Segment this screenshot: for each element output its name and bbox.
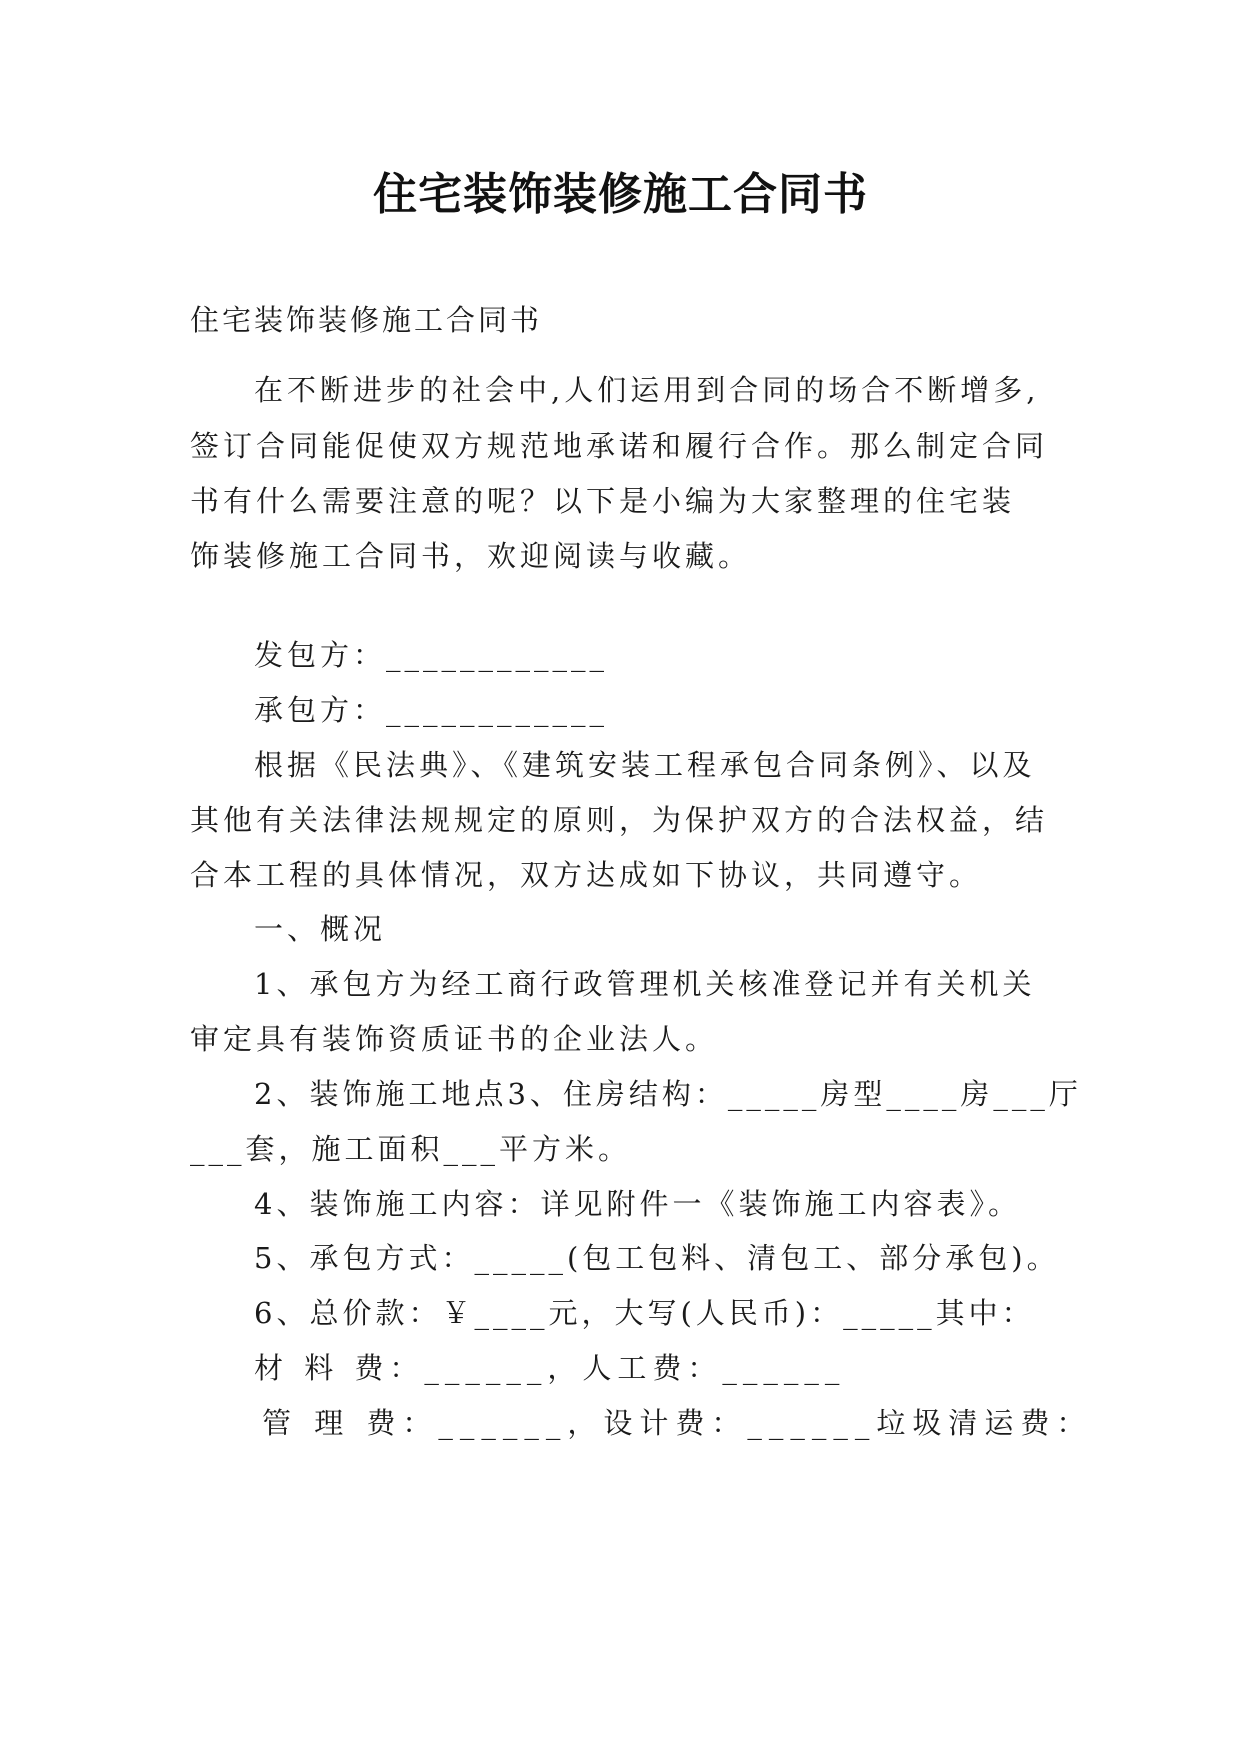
clause-5: 5、承包方式：_____(包工包料、清包工、部分承包)。 xyxy=(254,1241,1060,1275)
clause-1-line-1: 1、承包方为经工商行政管理机关核准登记并有关机关 xyxy=(254,967,1036,1001)
page-title: 住宅装饰装修施工合同书 xyxy=(373,169,868,220)
fee-line-1: 材 料 费：______，人工费：______ xyxy=(254,1351,846,1385)
clause-2-line-1: 2、装饰施工地点3、住房结构：_____房型____房___厅 xyxy=(254,1077,1082,1111)
basis-line-2: 其他有关法律法规规定的原则，为保护双方的合法权益，结 xyxy=(190,803,1049,837)
clause-4: 4、装饰施工内容：详见附件一《装饰施工内容表》。 xyxy=(254,1187,1021,1221)
clause-2-line-2: ___套，施工面积___平方米。 xyxy=(190,1132,632,1166)
fee-line-2: 管 理 费：______，设计费：______垃圾清运费： xyxy=(262,1406,1093,1440)
party-b-field: 承包方：____________ xyxy=(254,693,609,727)
intro-line-4: 饰装修施工合同书，欢迎阅读与收藏。 xyxy=(190,539,752,573)
intro-line-1: 在不断进步的社会中,人们运用到合同的场合不断增多, xyxy=(254,373,1040,407)
clause-6: 6、总价款：￥____元，大写(人民币)：_____其中： xyxy=(254,1296,1035,1330)
intro-line-2: 签订合同能促使双方规范地承诺和履行合作。那么制定合同 xyxy=(190,429,1049,463)
basis-line-3: 合本工程的具体情况，双方达成如下协议，共同遵守。 xyxy=(190,858,983,892)
basis-line-1: 根据《民法典》、《建筑安装工程承包合同条例》、以及 xyxy=(254,748,1036,782)
clause-1-line-2: 审定具有装饰资质证书的企业法人。 xyxy=(190,1022,719,1056)
document-subtitle: 住宅装饰装修施工合同书 xyxy=(190,303,543,337)
section-heading-overview: 一、概况 xyxy=(254,912,387,946)
intro-line-3: 书有什么需要注意的呢？以下是小编为大家整理的住宅装 xyxy=(190,484,1016,518)
party-a-field: 发包方：____________ xyxy=(254,638,609,672)
